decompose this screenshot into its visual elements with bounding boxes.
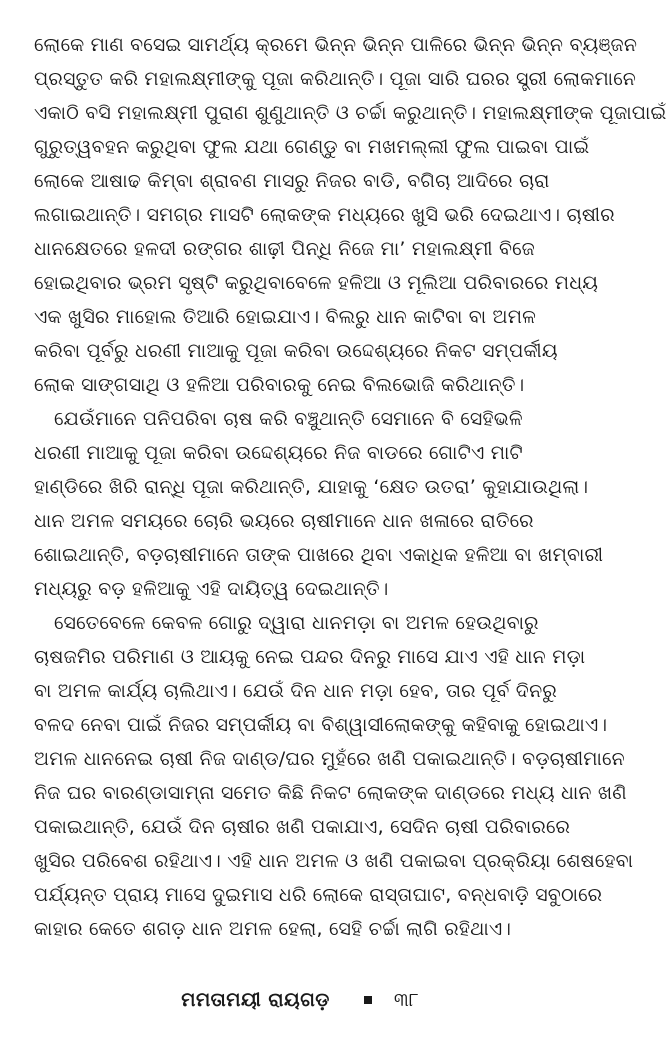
text-line: ଧାନ ଅମଳ ସମୟରେ ଚୋରି ଭୟରେ ଚାଷୀମାନେ ଧାନ ଖଳାରେ ରାତିରେ (34, 510, 534, 532)
text-line: ହାଣ୍ଡିରେ ଖିରି ରାନ୍ଧି ପୂଜା କରିଥାନ୍ତି, ଯାହାକୁ ‘କ୍ଷେତ ଉତରା’ କୁହାଯାଉଥିଲା। (34, 476, 589, 498)
text-line: ପକାଇଥାନ୍ତି, ଯେଉଁ ଦିନ ଚାଷୀର ଖଣି ପକାଯାଏ, ସେଦିନ ଚାଷୀ ପରିବାରରେ (34, 816, 571, 838)
text-line: ମଧ୍ୟରୁ ବଡ଼ ହଳିଆକୁ ଏହି ଦାୟିତ୍ୱ ଦେଇଥାନ୍ତି। (34, 578, 389, 600)
text-line: ବା ଅମଳ କାର୍ଯ୍ୟ ଚାଲିଥାଏ। ଯେଉଁ ଦିନ ଧାନ ମଡ଼ା ହେବ, ତାର ପୂର୍ବ ଦିନରୁ (34, 680, 557, 702)
text-line: ଧରଣୀ ମାଆକୁ ପୂଜା କରିବା ଉଦ୍ଦେଶ୍ୟରେ ନିଜ ବାଡରେ ଗୋଟିଏ ମାଟି (34, 442, 523, 464)
text-line: କରିବା ପୂର୍ବରୁ ଧରଣୀ ମାଆକୁ ପୂଜା କରିବା ଉଦ୍ଦେଶ୍ୟରେ ନିକଟ ସମ୍ପର୍କୀୟ (34, 340, 558, 362)
body-text (34, 28, 667, 946)
text-line: କାହାର କେତେ ଶଗଡ଼ ଧାନ ଅମଳ ହେଲା, ସେହି ଚର୍ଚ୍ଚା ଲାଗି ରହିଥାଏ। (34, 918, 512, 940)
text-line: ଯେଉଁମାନେ ପନିପରିବା ଚାଷ କରି ବଞ୍ଚୁଥାନ୍ତି ସେମାନେ ବି ସେହିଭଳି (54, 408, 523, 430)
text-line: ଗୁରୁତ୍ୱବହନ କରୁଥିବା ଫୁଲ ଯଥା ଗେଣ୍ଡୁ ବା ମଖମଲ୍ଲୀ ଫୁଲ ପାଇବା ପାଇଁ (34, 136, 590, 158)
text-line: ଧାନକ୍ଷେତରେ ହଳଦୀ ରଙ୍ଗର ଶାଢ଼ୀ ପିନ୍ଧି ନିଜେ ମା’ ମହାଲକ୍ଷ୍ମୀ ବିଜେ (34, 238, 535, 260)
text-line: ହୋଇଥିବାର ଭ୍ରମ ସୃଷ୍ଟି କରୁଥିବାବେଳେ ହଳିଆ ଓ ମୂଲିଆ ପରିବାରରେ ମଧ୍ୟ (34, 272, 599, 294)
text-line: ଲୋକେ ମାଣ ବସେଇ ସାମର୍ଥ୍ୟ କ୍ରମେ ଭିନ୍ନ ଭିନ୍ନ ପାଳିରେ ଭିନ୍ନ ଭିନ୍ନ ବ୍ୟଞ୍ଜନ (34, 34, 638, 56)
text-line: ଲୋକେ ଆଷାଢ କିମ୍ବା ଶ୍ରାବଣ ମାସରୁ ନିଜର ବାଡି, ବଗିଚା ଆଦିରେ ଚାରା (34, 170, 550, 192)
page-number: ୩୮ (393, 989, 419, 1011)
text-line: ପର୍ଯ୍ୟନ୍ତ ପ୍ରାୟ ମାସେ ଦୁଇମାସ ଧରି ଲୋକେ ରାସ୍ତାଘାଟ, ବନ୍ଧବାଡ଼ି ସବୁଠାରେ (34, 884, 603, 906)
page-footer (0, 980, 600, 1020)
paragraph (34, 28, 667, 402)
paragraph (34, 402, 604, 606)
text-line: ଖୁସିର ପରିବେଶ ରହିଥାଏ। ଏହି ଧାନ ଅମଳ ଓ ଖଣି ପକାଇବା ପ୍ରକ୍ରିୟା ଶେଷହେବା (34, 850, 634, 872)
text-line: ବଳଦ ନେବା ପାଇଁ ନିଜର ସମ୍ପର୍କୀୟ ବା ବିଶ୍ୱାସୀଲୋକଙ୍କୁ କହିବାକୁ ହୋଇଥାଏ। (34, 714, 608, 736)
text-line: ସେତେବେଳେ କେବଳ ଗୋରୁ ଦ୍ୱାରା ଧାନମଡ଼ା ବା ଅମଳ ହେଉଥିବାରୁ (54, 612, 539, 634)
text-line: ଏକାଠି ବସି ମହାଲକ୍ଷ୍ମୀ ପୁରାଣ ଶୁଣୁଥାନ୍ତି ଓ ଚର୍ଚ୍ଚା କରୁଥାନ୍ତି। ମହାଲକ୍ଷ୍ମୀଙ୍କ ପୂଜାପାଇଁ (34, 102, 667, 124)
text-line: ଶୋଇଥାନ୍ତି, ବଡ଼ଚାଷୀମାନେ ତାଙ୍କ ପାଖରେ ଥିବା ଏକାଧିକ ହଳିଆ ବା ଖମ୍ବାରୀ (34, 544, 604, 566)
text-line: ଏକ ଖୁସିର ମାହୋଲ ତିଆରି ହୋଇଯାଏ। ବିଲରୁ ଧାନ କାଟିବା ବା ଅମଳ (34, 306, 537, 328)
text-line: ପ୍ରସ୍ତୁତ କରି ମହାଲକ୍ଷ୍ମୀଙ୍କୁ ପୂଜା କରିଥାନ୍ତି। ପୂଜା ସାରି ଘରର ସ୍ତ୍ରୀ ଲୋକମାନେ (34, 68, 637, 90)
paragraph (34, 606, 634, 946)
text-line: ଲୋକ ସାଙ୍ଗସାଥି ଓ ହଳିଆ ପରିବାରକୁ ନେଇ ବିଲଭୋଜି କରିଥାନ୍ତି। (34, 374, 525, 396)
text-line: ଚାଷଜମିର ପରିମାଣ ଓ ଆୟକୁ ନେଇ ପନ୍ଦର ଦିନରୁ ମାସେ ଯାଏ ଏହି ଧାନ ମଡ଼ା (34, 646, 586, 668)
footer-separator-square (364, 996, 372, 1004)
text-line: ଲଗାଇଥାନ୍ତି। ସମଗ୍ର ମାସଟି ଲୋକଙ୍କ ମଧ୍ୟରେ ଖୁସି ଭରି ଦେଇଥାଏ। ଚାଷୀର (34, 204, 615, 226)
footer-book-title: ମମତାମୟୀ ରାୟଗଡ଼ (181, 989, 330, 1011)
text-line: ଅମଳ ଧାନନେଇ ଚାଷୀ ନିଜ ଦାଣ୍ଡ/ଘର ମୁହଁରେ ଖଣି ପକାଇଥାନ୍ତି। ବଡ଼ଚାଷୀମାନେ (34, 748, 625, 770)
text-line: ନିଜ ଘର ବାରଣ୍ଡାସାମ୍ନା ସମେତ କିଛି ନିକଟ ଲୋକଙ୍କ ଦାଣ୍ଡରେ ମଧ୍ୟ ଧାନ ଖଣି (34, 782, 627, 804)
